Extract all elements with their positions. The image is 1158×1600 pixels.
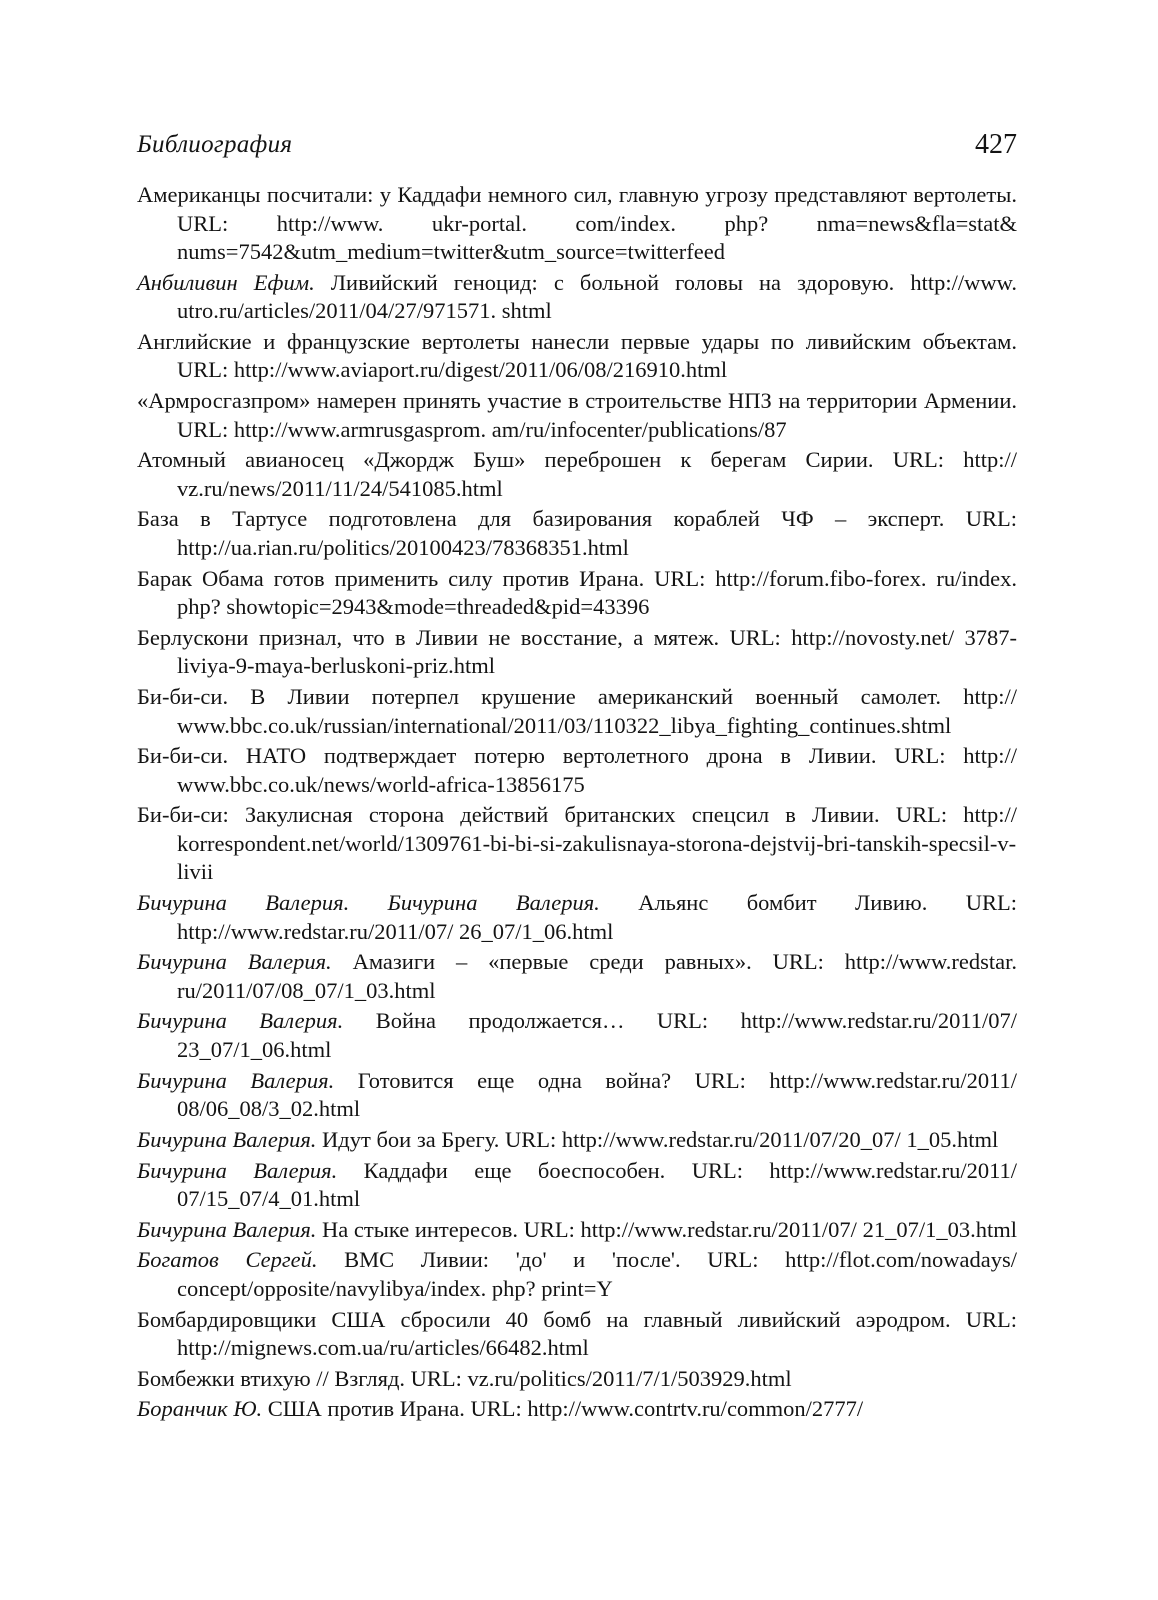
running-title: Библиография <box>137 131 293 158</box>
bibliography-entry <box>137 889 1017 946</box>
entry-text: Барак Обама готов применить силу против Ирана. URL: http://forum.fibo-forex. ru/index. php? showtopic=2943&mode=threaded&pid=43396 <box>137 565 1017 620</box>
entry-text: Идут бои за Брегу. URL: http://www.redstar.ru/2011/07/20_07/ 1_05.html <box>322 1126 999 1152</box>
bibliography-entry <box>137 1067 1017 1124</box>
bibliography-entry <box>137 1007 1017 1064</box>
bibliography-entry <box>137 801 1017 887</box>
entry-author: Бичурина Валерия. <box>137 1067 335 1093</box>
bibliography-entry <box>137 742 1017 799</box>
entry-author: Бичурина Валерия. <box>137 1126 317 1152</box>
bibliography-entry <box>137 624 1017 681</box>
entry-text: Американцы посчитали: у Каддафи немного сил, главную угрозу представляют вертолеты. URL: http://www. ukr-portal. com/index. php? nma=news&fla=stat& nums=7542&utm_medium=twitter&utm_source=twitterfeed <box>137 182 1017 264</box>
entry-author: Боранчик Ю. <box>137 1396 263 1422</box>
entry-author: Бичурина Валерия. <box>137 1216 317 1242</box>
bibliography-entry <box>137 1365 1017 1394</box>
entry-author: Бичурина Валерия. <box>137 1157 338 1183</box>
entry-author: Бичурина Валерия. Бичурина Валерия. <box>137 890 600 916</box>
entry-text: Бомбежки втихую // Взгляд. URL: vz.ru/politics/2011/7/1/503929.html <box>137 1365 792 1391</box>
bibliography-entry <box>137 387 1017 444</box>
entry-text: Ливийский геноцид: с больной головы на здоровую. http://www. utro.ru/articles/2011/04/27/971571. shtml <box>177 269 1018 324</box>
entry-text: Атомный авианосец «Джордж Буш» переброшен к берегам Сирии. URL: http:// vz.ru/news/2011/11/24/541085.html <box>137 447 1017 501</box>
bibliography-entry <box>137 1306 1017 1363</box>
entry-text: США против Ирана. URL: http://www.contrtv.ru/common/2777/ <box>267 1396 864 1422</box>
entry-text: Готовится еще одна война? URL: http://www.redstar.ru/2011/ 08/06_08/3_02.html <box>177 1067 1018 1122</box>
entry-text: Каддафи еще боеспособен. URL: http://www.redstar.ru/2011/ 07/15_07/4_01.html <box>177 1157 1018 1211</box>
bibliography-entry <box>137 181 1017 267</box>
page-header <box>137 125 1017 169</box>
entry-text: ВМС Ливии: 'до' и 'после'. URL: http://flot.com/nowadays/ concept/opposite/navylibya/index. php? print=Y <box>177 1247 1017 1301</box>
bibliography-entry <box>137 1395 1017 1424</box>
bibliography-entry <box>137 683 1017 740</box>
entry-author: Богатов Сергей. <box>137 1247 318 1273</box>
entry-text: Война продолжается… URL: http://www.redstar.ru/2011/07/ 23_07/1_06.html <box>177 1008 1017 1062</box>
bibliography-entry <box>137 328 1017 385</box>
book-page <box>137 125 1017 1426</box>
bibliography-entry <box>137 948 1017 1005</box>
entry-text: Би-би-си. НАТО подтверждает потерю вертолетного дрона в Ливии. URL: http:// www.bbc.co.uk/news/world-africa-13856175 <box>137 743 1017 797</box>
entry-author: Анбиливин Ефим. <box>137 269 315 295</box>
bibliography-entry <box>137 269 1017 326</box>
bibliography-entry <box>137 565 1017 622</box>
bibliography-entry <box>137 1216 1017 1245</box>
entry-text: Амазиги – «первые среди равных». URL: http://www.redstar. ru/2011/07/08_07/1_03.html <box>177 949 1017 1003</box>
page-number: 427 <box>975 129 1017 160</box>
bibliography-entry <box>137 505 1017 562</box>
entry-text: Английские и французские вертолеты нанесли первые удары по ливийским объектам. URL: http://www.aviaport.ru/digest/2011/06/08/216910.html <box>137 328 1017 383</box>
entry-author: Бичурина Валерия. <box>137 1008 344 1034</box>
entry-text: На стыке интересов. URL: http://www.redstar.ru/2011/07/ 21_07/1_03.html <box>322 1216 1017 1242</box>
entry-text: База в Тартусе подготовлена для базирования кораблей ЧФ – эксперт. URL: http://ua.rian.ru/politics/20100423/78368351.html <box>137 506 1017 560</box>
entry-text: «Армросгазпром» намерен принять участие в строительстве НПЗ на территории Армении. URL: http://www.armrusgasprom. am/ru/infocenter/publications/87 <box>137 388 1017 442</box>
bibliography-entry <box>137 1246 1017 1303</box>
entry-text: Бомбардировщики США сбросили 40 бомб на главный ливийский аэродром. URL: http://mignews.com.ua/ru/articles/66482.html <box>137 1306 1017 1361</box>
entry-author: Бичурина Валерия. <box>137 949 332 975</box>
bibliography-list <box>137 181 1017 1424</box>
entry-text: Би-би-си. В Ливии потерпел крушение американский военный самолет. http:// www.bbc.co.uk/russian/international/2011/03/110322_libya_fighting_continues.shtml <box>137 684 1017 738</box>
bibliography-entry <box>137 446 1017 503</box>
entry-text: Би-би-си: Закулисная сторона действий британских спецсил в Ливии. URL: http:// korrespondent.net/world/1309761-bi-bi-si-zakulisnaya-storona-dejstvij-bri-tanskih-specsil-v-livii <box>137 802 1017 885</box>
bibliography-entry <box>137 1126 1017 1155</box>
entry-text: Берлускони признал, что в Ливии не восстание, а мятеж. URL: http://novosty.net/ 3787-liviya-9-maya-berluskoni-priz.html <box>137 624 1017 679</box>
bibliography-entry <box>137 1157 1017 1214</box>
entry-text: Альянс бомбит Ливию. URL: http://www.redstar.ru/2011/07/ 26_07/1_06.html <box>177 890 1017 944</box>
